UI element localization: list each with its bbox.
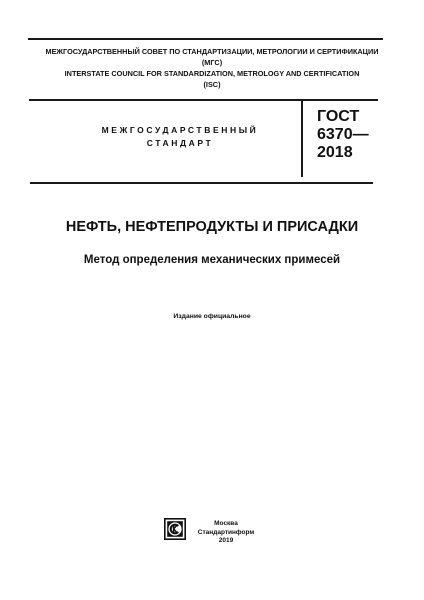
publisher-name: Стандартинформ bbox=[197, 528, 255, 536]
document-title: НЕФТЬ, НЕФТЕПРОДУКТЫ И ПРИСАДКИ bbox=[65, 219, 359, 235]
standartinform-logo-icon bbox=[164, 518, 186, 540]
title-separator bbox=[30, 182, 373, 184]
edition-label: Издание официальное bbox=[173, 313, 251, 320]
gost-column-divider bbox=[301, 99, 303, 177]
council-name-ru-line1: МЕЖГОСУДАРСТВЕННЫЙ СОВЕТ ПО СТАНДАРТИЗАЦИИ, МЕТРОЛОГИИ И СЕРТИФИКАЦИИ bbox=[45, 47, 379, 56]
council-abbr-ru: (МГС) bbox=[201, 57, 223, 67]
document-subtitle: Метод определения механических примесей bbox=[83, 254, 341, 266]
council-name-en-line1: INTERSTATE COUNCIL FOR STANDARDIZATION, METROLOGY AND CERTIFICATION bbox=[64, 69, 360, 78]
standard-type-line2: СТАНДАРТ bbox=[146, 138, 214, 148]
council-abbr-en: (ISC) bbox=[203, 79, 221, 89]
council-name-ru bbox=[0, 47, 424, 68]
top-rule bbox=[28, 38, 383, 40]
gost-number-main: 6370— bbox=[317, 126, 369, 143]
publisher-block bbox=[196, 520, 256, 546]
publisher-city: Москва bbox=[214, 520, 238, 527]
standard-type-label bbox=[60, 124, 300, 150]
council-name-en bbox=[0, 69, 424, 90]
header-separator bbox=[29, 99, 378, 101]
gost-year: 2018 bbox=[317, 144, 353, 161]
gost-prefix: ГОСТ bbox=[317, 108, 360, 125]
gost-number bbox=[317, 108, 369, 162]
publisher-year: 2019 bbox=[218, 537, 234, 544]
standard-type-line1: МЕЖГОСУДАРСТВЕННЫЙ bbox=[101, 125, 259, 135]
